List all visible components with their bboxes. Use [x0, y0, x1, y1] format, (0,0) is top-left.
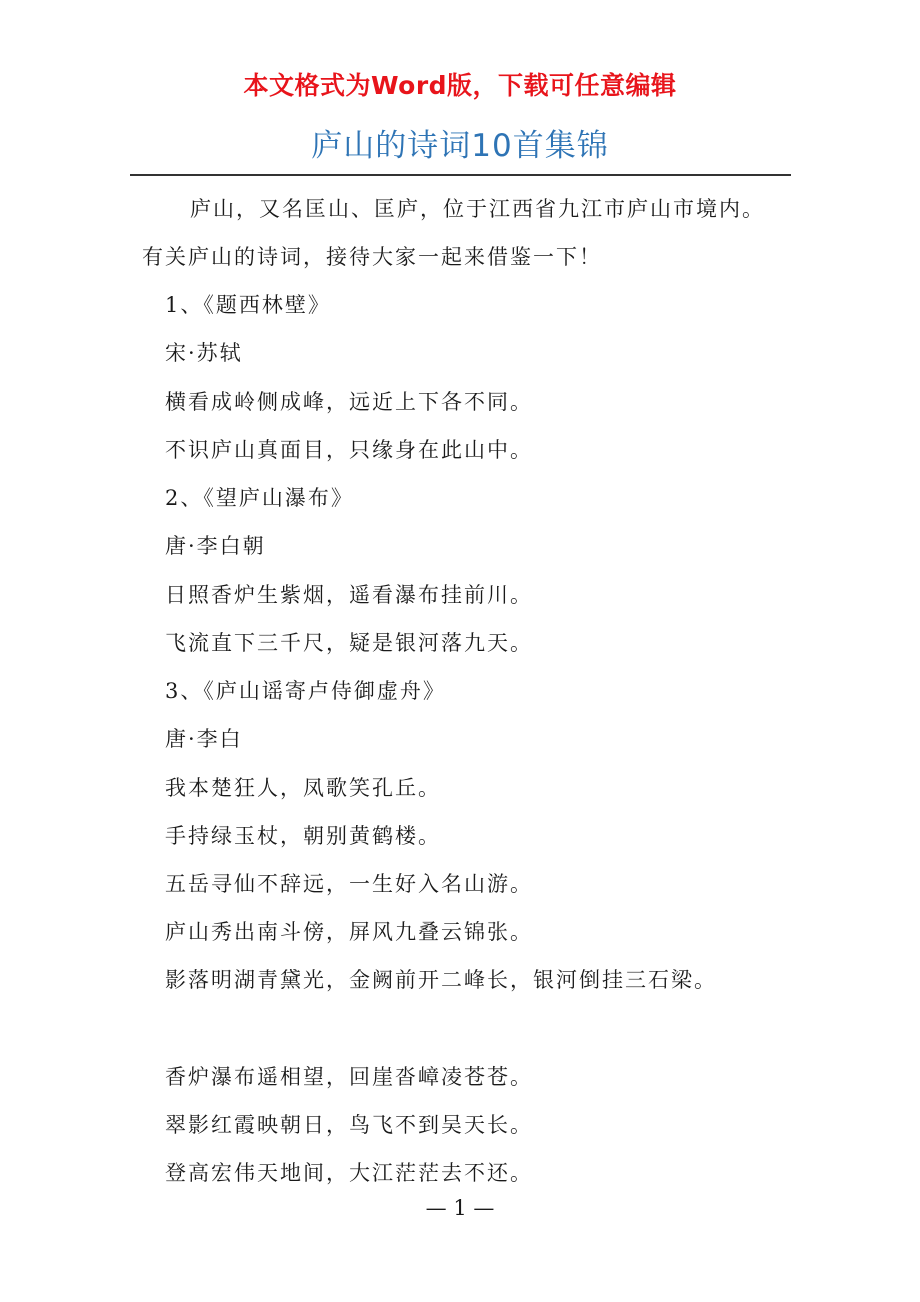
poem-author: 唐·李白 — [165, 727, 243, 751]
page-number: — 1 — — [425, 1196, 495, 1220]
poem-heading: 3、《庐山谣寄卢侍御虚舟》 — [165, 679, 446, 703]
poem-line: 不识庐山真面目，只缘身在此山中。 — [165, 438, 533, 462]
poem-line: 翠影红霞映朝日，鸟飞不到吴天长。 — [165, 1113, 533, 1137]
poem-line: 登高宏伟天地间，大江茫茫去不还。 — [165, 1161, 533, 1185]
poem-line: 五岳寻仙不辞远，一生好入名山游。 — [165, 872, 533, 896]
poem-line: 香炉瀑布遥相望，回崖沓嶂凌苍苍。 — [165, 1065, 533, 1089]
document-title: 庐山的诗词10首集锦 — [311, 128, 609, 164]
poem-heading: 2、《望庐山瀑布》 — [165, 486, 354, 510]
intro-paragraph-line-1: 庐山，又名匡山、匡庐，位于江西省九江市庐山市境内。 — [190, 197, 765, 221]
poem-line: 我本楚狂人，凤歌笑孔丘。 — [165, 776, 441, 800]
intro-paragraph-line-2: 有关庐山的诗词，接待大家一起来借鉴一下！ — [142, 245, 602, 269]
poem-heading: 1、《题西林壁》 — [165, 293, 331, 317]
poem-author: 宋·苏轼 — [165, 341, 243, 365]
title-divider — [130, 174, 791, 176]
poem-line: 飞流直下三千尺，疑是银河落九天。 — [165, 631, 533, 655]
poem-line: 影落明湖青黛光，金阙前开二峰长，银河倒挂三石梁。 — [165, 968, 717, 992]
poem-line: 手持绿玉杖，朝别黄鹤楼。 — [165, 824, 441, 848]
poem-author: 唐·李白朝 — [165, 534, 266, 558]
poem-line: 横看成岭侧成峰，远近上下各不同。 — [165, 390, 533, 414]
poem-line: 日照香炉生紫烟，遥看瀑布挂前川。 — [165, 583, 533, 607]
poem-line: 庐山秀出南斗傍，屏风九叠云锦张。 — [165, 920, 533, 944]
format-notice-banner: 本文格式为Word版，下载可任意编辑 — [243, 71, 677, 100]
